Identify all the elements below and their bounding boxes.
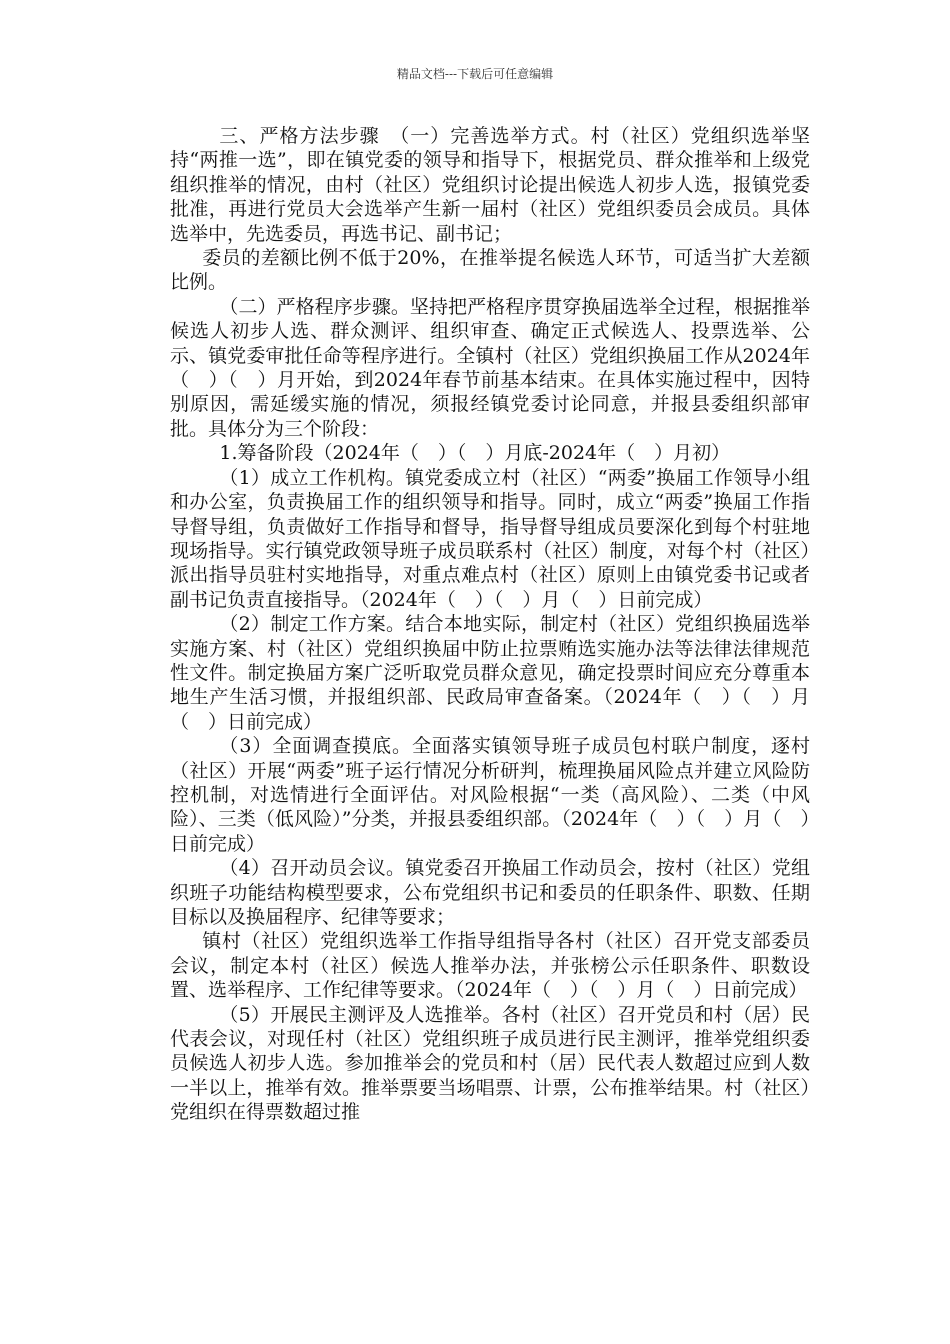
paragraph-item-2: （2）制定工作方案。结合本地实际，制定村（社区）党组织换届选举实施方案、村（社区）党组织换届中防止拉票贿选实施办法等法律法律规范性文件。制定换届方案广泛听取党员群众意见，确定投票时间应充分尊重本地生产生活习惯，并报组织部、民政局审查备案。（2024年（ ）（ ）月（ ）日前完成）	[170, 613, 810, 733]
paragraph-item-4: （4）召开动员会议。镇党委召开换届工作动员会，按村（社区）党组织班子功能结构模型要求，公布党组织书记和委员的任职条件、职数、任期目标以及换届程序、纪律等要求；	[170, 857, 810, 928]
paragraph-stage-heading: 1.筹备阶段（2024年（ ）（ ）月底-2024年（ ）月初）	[219, 442, 731, 465]
paragraph-item-1: （1）成立工作机构。镇党委成立村（社区）“两委”换届工作领导小组和办公室，负责换届工作的组织领导和指导。同时，成立“两委”换届工作指导督导组，负责做好工作指导和督导，指导督导组成员要深化到每个村驻地现场指导。实行镇党政领导班子成员联系村（社区）制度，对每个村（社区）派出指导员驻村实地指导，对重点难点村（社区）原则上由镇党委书记或者副书记负责直接指导。（2024年（ ）（ ）月（ ）日前完成）	[170, 466, 810, 611]
paragraph-procedure: （二）严格程序步骤。坚持把严格程序贯穿换届选举全过程，根据推举候选人初步人选、群众测评、组织审查、确定正式候选人、投票选举、公示、镇党委审批任命等程序进行。全镇村（社区）党组织换届工作从2024年（ ）（ ）月开始，到2024年春节前基本结束。在具体实施过程中，因特别原因，需延缓实施的情况，须报经镇党委讨论同意，并报县委组织部审批。具体分为三个阶段：	[170, 295, 810, 440]
page-header: 精品文档---下载后可任意编辑	[396, 67, 554, 81]
paragraph-item-3: （3）全面调查摸底。全面落实镇领导班子成员包村联户制度，逐村（社区）开展“两委”班子运行情况分析研判，梳理换届风险点并建立风险防控机制，对选情进行全面评估。对风险根据“一类（高风险）、二类（中风险）、三类（低风险）”分类，并报县委组织部。（2024年（ ）（ ）月（ ）日前完成）	[170, 735, 810, 855]
paragraph-method-steps: 三、严格方法步骤 （一）完善选举方式。村（社区）党组织选举坚持“两推一选”，即在镇党委的领导和指导下，根据党员、群众推举和上级党组织推举的情况，由村（社区）党组织讨论提出候选人初步人选，报镇党委批准，再进行党员大会选举产生新一届村（社区）党组织委员会成员。具体选举中，先选委员，再选书记、副书记；	[170, 125, 810, 245]
document-body	[170, 124, 810, 1125]
paragraph-item-5: （5）开展民主测评及人选推举。各村（社区）召开党员和村（居）民代表会议，对现任村（社区）党组织班子成员进行民主测评，推举党组织委员候选人初步人选。参加推举会的党员和村（居）民代表人数超过应到人数一半以上，推举有效。推举票要当场唱票、计票，公布推举结果。村（社区）党组织在得票数超过推	[170, 1003, 810, 1124]
paragraph-margin-ratio: 委员的差额比例不低于20%，在推举提名候选人环节，可适当扩大差额比例。	[170, 247, 810, 294]
paragraph-item-4-cont: 镇村（社区）党组织选举工作指导组指导各村（社区）召开党支部委员会议，制定本村（社区）候选人推举办法，并张榜公示任职条件、职数设置、选举程序、工作纪律等要求。（2024年（ ）（ ）月（ ）日前完成）	[170, 930, 810, 1002]
